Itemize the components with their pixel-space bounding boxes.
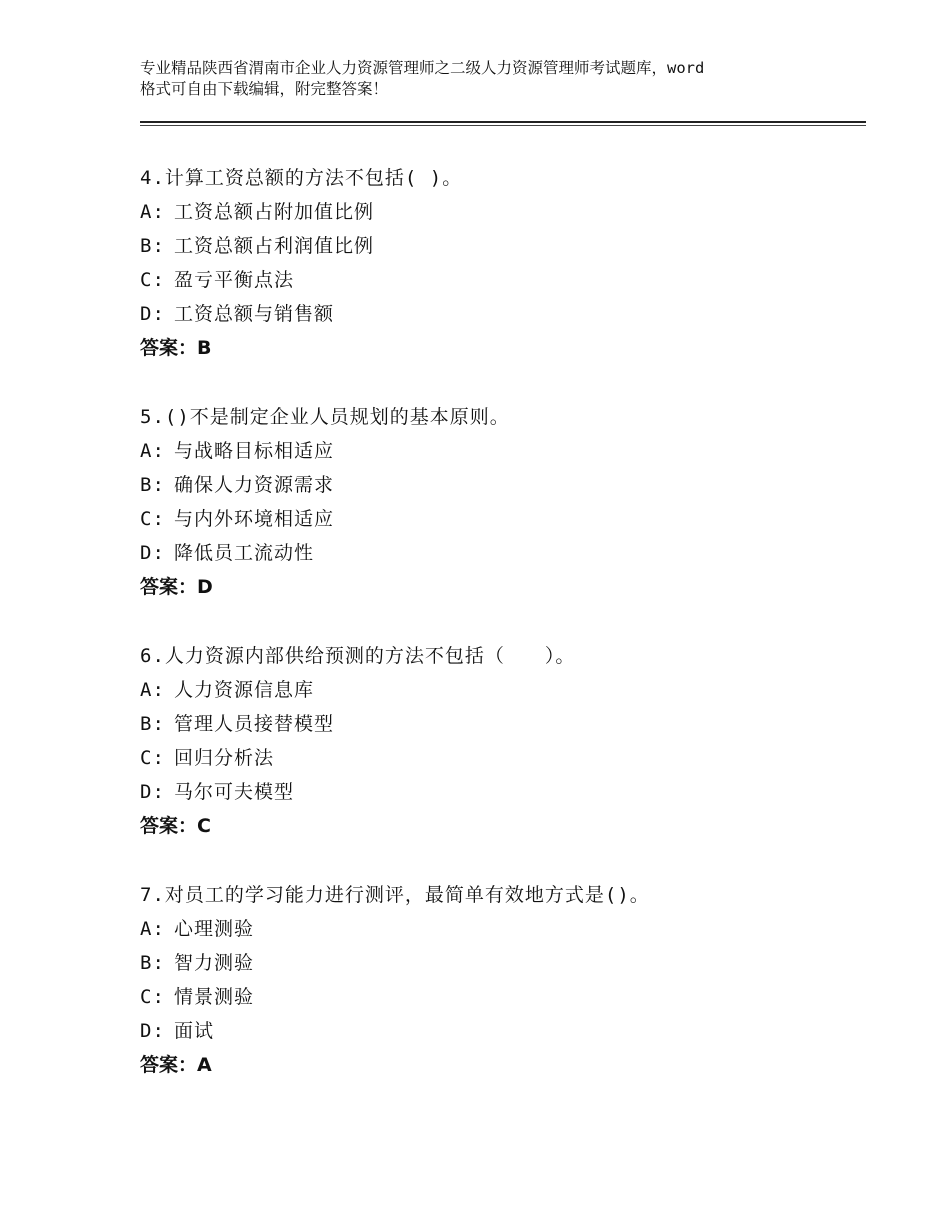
option-letter: A: (140, 679, 165, 701)
option-text: 与内外环境相适应 (174, 508, 335, 530)
option-letter: A: (140, 201, 165, 223)
question-title: 7.对员工的学习能力进行测评，最简单有效地方式是()。 (140, 884, 650, 906)
option-letter: C: (140, 986, 165, 1008)
option-text: 确保人力资源需求 (174, 474, 335, 496)
option-letter: A: (140, 440, 165, 462)
answer-label: 答案：A (140, 1054, 212, 1076)
option-letter: C: (140, 747, 165, 769)
option-letter: D: (140, 1020, 165, 1042)
answer-label: 答案：D (140, 576, 213, 598)
option-a (140, 434, 860, 468)
option-letter: A: (140, 918, 165, 940)
option-text: 面试 (174, 1020, 215, 1042)
option-c (140, 741, 860, 775)
option-letter: B: (140, 235, 165, 257)
option-b (140, 229, 860, 263)
option-text: 马尔可夫模型 (174, 781, 295, 803)
question-7 (140, 878, 860, 1082)
option-b (140, 946, 860, 980)
option-a (140, 673, 860, 707)
option-text: 智力测验 (174, 952, 255, 974)
option-text: 人力资源信息库 (174, 679, 315, 701)
option-b (140, 468, 860, 502)
option-a (140, 195, 860, 229)
question-title: 5.()不是制定企业人员规划的基本原则。 (140, 406, 510, 428)
question-4 (140, 161, 860, 365)
option-d (140, 297, 860, 331)
document-header (140, 58, 840, 100)
option-letter: B: (140, 474, 165, 496)
option-text: 心理测验 (174, 918, 255, 940)
option-letter: D: (140, 542, 165, 564)
header-line-1: 专业精品陕西省渭南市企业人力资源管理师之二级人力资源管理师考试题库，word (140, 59, 705, 77)
answer-label: 答案：C (140, 815, 211, 837)
option-d (140, 775, 860, 809)
option-letter: D: (140, 781, 165, 803)
question-title: 4.计算工资总额的方法不包括( )。 (140, 167, 463, 189)
option-text: 降低员工流动性 (174, 542, 315, 564)
option-text: 回归分析法 (174, 747, 275, 769)
option-c (140, 263, 860, 297)
header-line-2: 格式可自由下载编辑，附完整答案！ (140, 80, 389, 98)
option-text: 情景测验 (174, 986, 255, 1008)
header-divider-thin (140, 125, 866, 126)
option-letter: C: (140, 508, 165, 530)
option-text: 工资总额占利润值比例 (174, 235, 375, 257)
option-letter: B: (140, 952, 165, 974)
question-6 (140, 639, 860, 843)
option-d (140, 1014, 860, 1048)
option-letter: D: (140, 303, 165, 325)
option-text: 管理人员接替模型 (174, 713, 335, 735)
answer-label: 答案：B (140, 337, 212, 359)
option-c (140, 980, 860, 1014)
option-a (140, 912, 860, 946)
question-title: 6.人力资源内部供给预测的方法不包括（ ）。 (140, 645, 576, 667)
option-text: 工资总额与销售额 (174, 303, 335, 325)
question-5 (140, 400, 860, 604)
header-divider-thick (140, 121, 866, 123)
option-b (140, 707, 860, 741)
option-text: 工资总额占附加值比例 (174, 201, 375, 223)
option-letter: B: (140, 713, 165, 735)
option-c (140, 502, 860, 536)
option-letter: C: (140, 269, 165, 291)
option-text: 盈亏平衡点法 (174, 269, 295, 291)
option-d (140, 536, 860, 570)
option-text: 与战略目标相适应 (174, 440, 335, 462)
